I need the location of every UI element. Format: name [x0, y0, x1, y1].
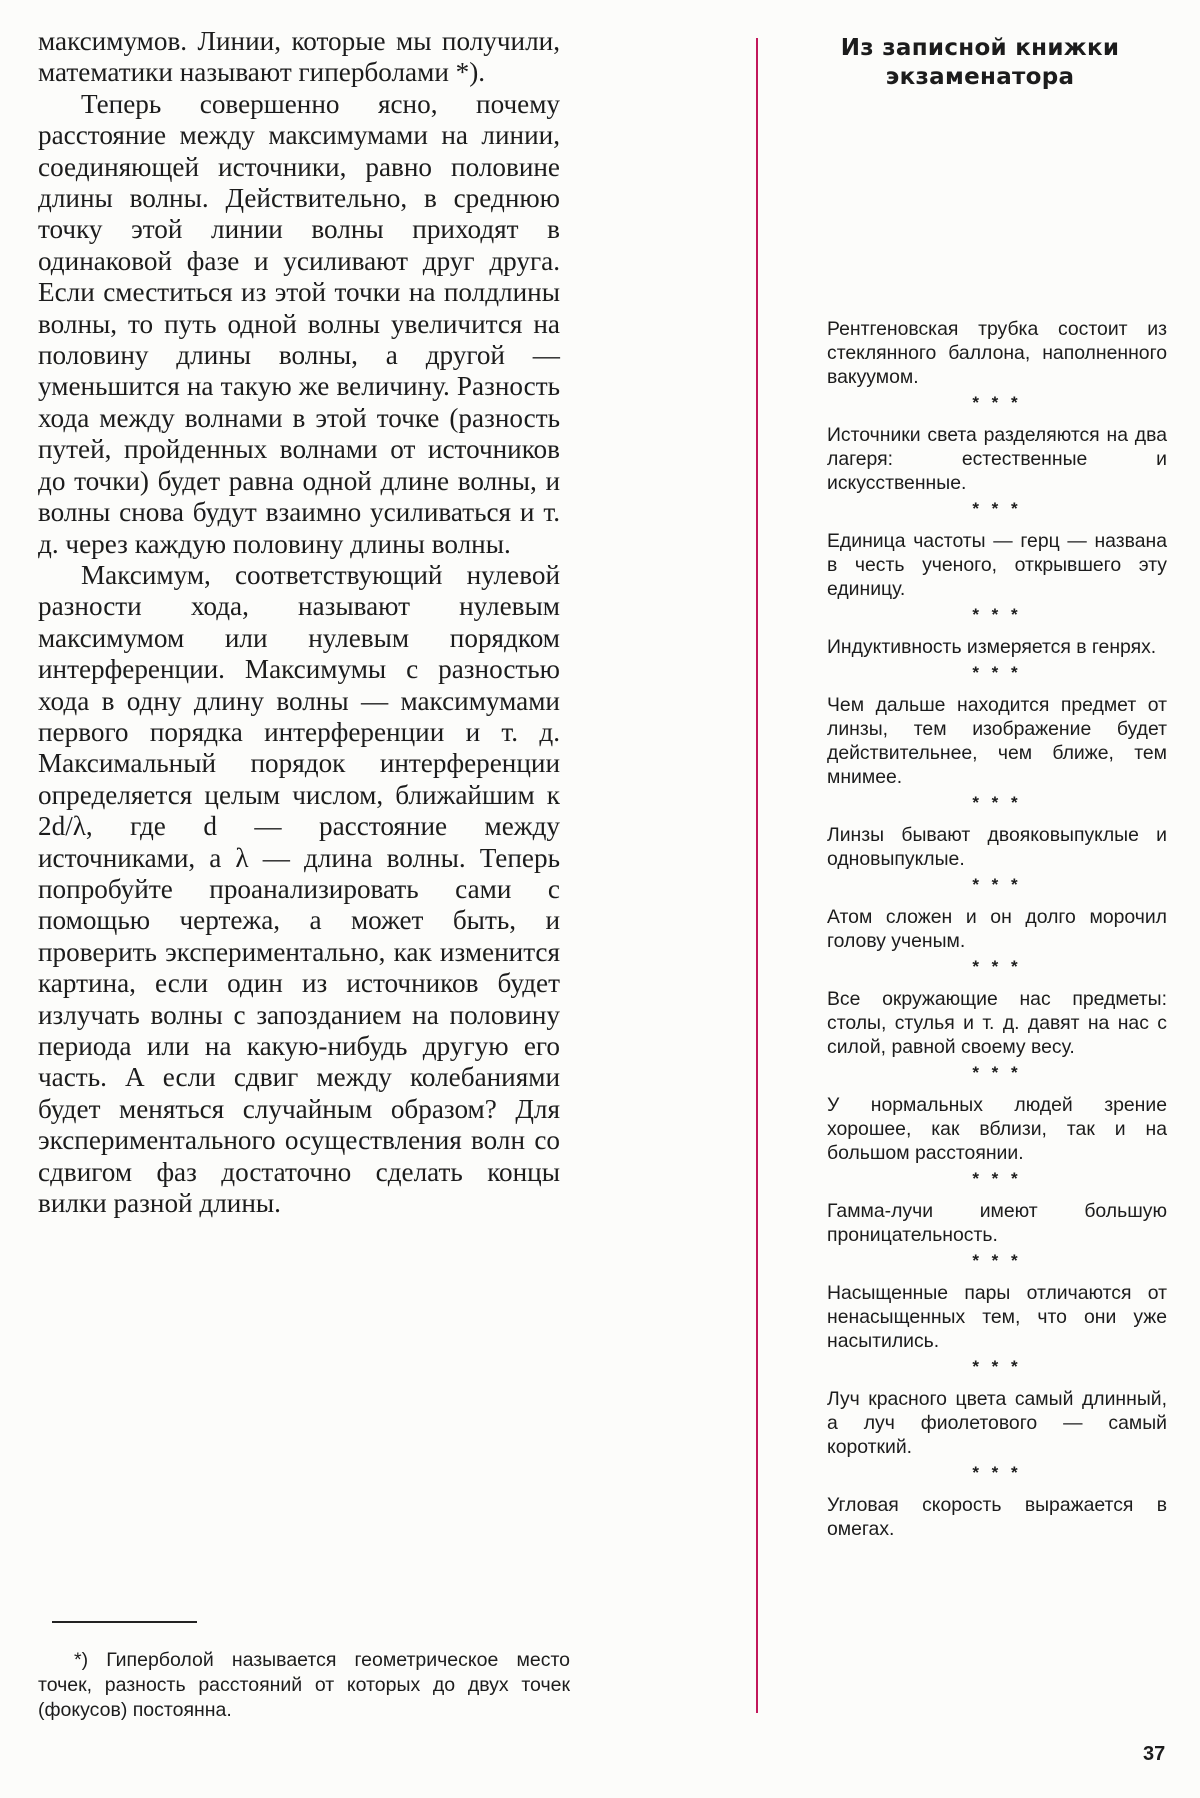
sidebar-item: Все окружающие нас предметы: столы, стулья и т. д. давят на нас с силой, равной своему весу.	[827, 988, 1167, 1058]
footnote-rule	[52, 1621, 197, 1623]
sidebar-item: Луч красного цвета самый длинный, а луч фиолетового — самый короткий.	[827, 1388, 1167, 1458]
stars-separator: * * *	[972, 663, 1022, 682]
stars-separator: * * *	[972, 1251, 1022, 1270]
column-divider	[756, 38, 758, 1713]
sidebar-item: Угловая скорость выражается в омегах.	[827, 1494, 1167, 1540]
sidebar-item: Индуктивность измеряется в генрях.	[827, 636, 1157, 658]
sidebar-item: Рентгеновская трубка состоит из стеклянного баллона, наполненного вакуумом.	[827, 318, 1167, 388]
stars-separator: * * *	[972, 875, 1022, 894]
sidebar-item: Атом сложен и он долго морочил голову ученым.	[827, 906, 1167, 952]
main-column	[38, 26, 560, 1219]
sidebar-list	[827, 317, 1167, 1541]
page-number: 37	[1143, 1743, 1166, 1765]
stars-separator: * * *	[972, 605, 1022, 624]
sidebar-item: Единица частоты — герц — названа в честь ученого, открывшего эту единицу.	[827, 530, 1167, 600]
sidebar-item: У нормальных людей зрение хорошее, как вблизи, так и на большом расстоянии.	[827, 1094, 1167, 1164]
stars-separator: * * *	[972, 957, 1022, 976]
sidebar-item: Гамма-лучи имеют большую проницательность.	[827, 1200, 1167, 1246]
main-paragraph: Теперь совершенно ясно, почему расстояние между максимумами на линии, соединяющей источники, равно половине длины волны. Действительно, в среднюю точку этой линии волны приходят в одинаковой фазе и усиливают друг друга. Если сместиться из этой точки на полдлины волны, то путь одной волны увеличится на половину длины волны, а другой — уменьшится на такую же величину. Разность хода между волнами в этой точке (разность путей, пройденных волнами от источников до точки) будет равна одной длине волны, и волны снова будут взаимно усиливаться и т. д. через каждую половину длины волны.	[38, 88, 560, 559]
stars-separator: * * *	[972, 393, 1022, 412]
stars-separator: * * *	[972, 793, 1022, 812]
main-paragraph: максимумов. Линии, которые мы получили, математики называют гиперболами *).	[38, 26, 560, 88]
stars-separator: * * *	[972, 1463, 1022, 1482]
sidebar-item: Чем дальше находится предмет от линзы, тем изображение будет действительнее, чем ближе, тем мнимее.	[827, 694, 1167, 788]
sidebar-title: Из записной книжки экзаменатора	[840, 35, 1120, 90]
sidebar-item: Источники света разделяются на два лагеря: естественные и искусственные.	[827, 424, 1167, 494]
sidebar-item: Линзы бывают двояковыпуклые и одновыпуклые.	[827, 824, 1167, 870]
footnote: *) Гиперболой называется геометрическое место точек, разность расстояний от которых до двух точек (фокусов) постоянна.	[38, 1649, 570, 1721]
stars-separator: * * *	[972, 1063, 1022, 1082]
main-paragraph: Максимум, соответствующий нулевой разности хода, называют нулевым максимумом или нулевым порядком интерференции. Максимумы с разностью хода в одну длину волны — максимумами первого порядка интерференции и т. д. Максимальный порядок интерференции определяется целым числом, ближайшим к 2d/λ, где d — расстояние между источниками, а λ — длина волны. Теперь попробуйте проанализировать сами с помощью чертежа, а может быть, и проверить экспериментально, как изменится картина, если один из источников будет излучать волны с запозданием на половину периода или на какую-нибудь другую его часть. А если сдвиг между колебаниями будет меняться случайным образом? Для экспериментального осуществления волн со сдвигом фаз достаточно сделать концы вилки разной длины.	[38, 559, 560, 1219]
sidebar-item: Насыщенные пары отличаются от ненасыщенных тем, что они уже насытились.	[827, 1282, 1167, 1352]
stars-separator: * * *	[972, 499, 1022, 518]
stars-separator: * * *	[972, 1357, 1022, 1376]
stars-separator: * * *	[972, 1169, 1022, 1188]
